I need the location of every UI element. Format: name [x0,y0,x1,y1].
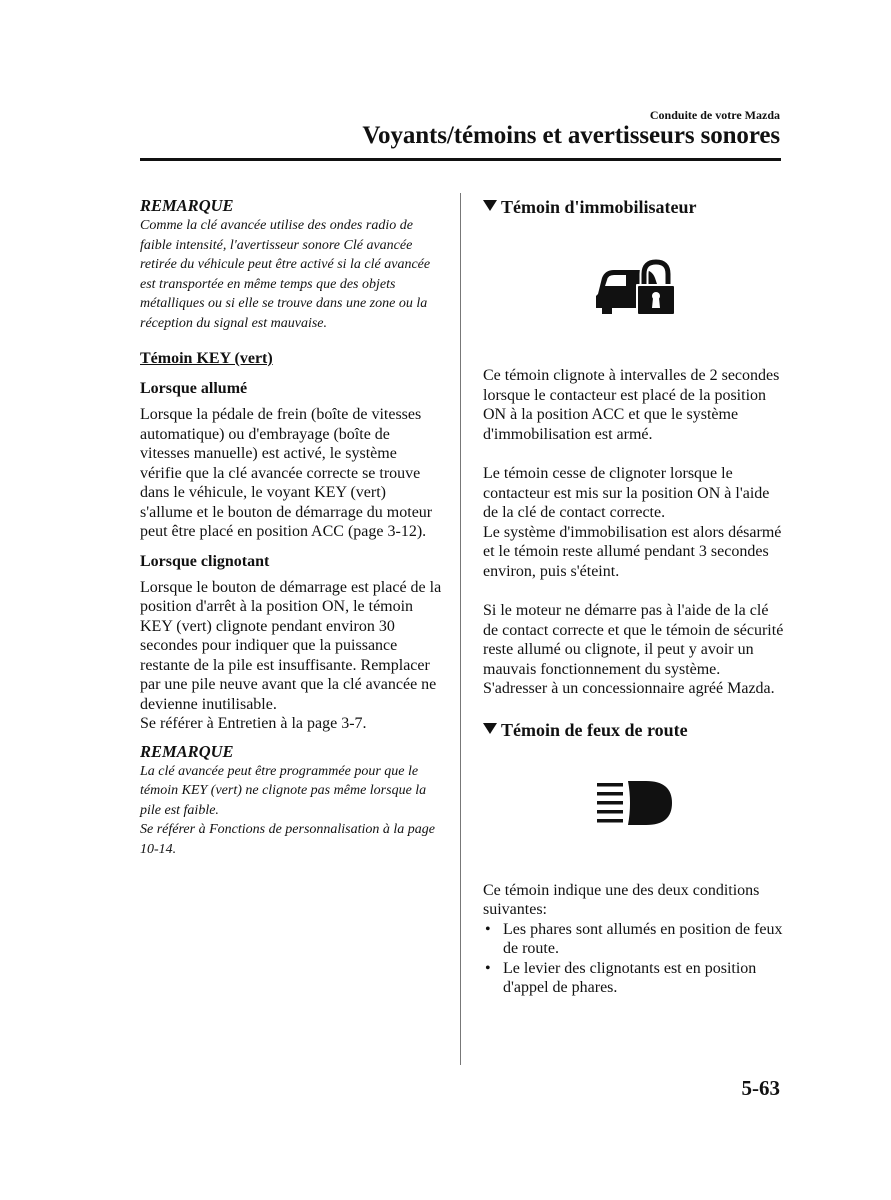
remark-title: REMARQUE [140,741,234,761]
triangle-marker-icon [483,723,497,734]
immobilizer-paragraph-3: Le système d'immobilisation est alors désarmé et le témoin reste allumé pendant 3 secondes environ, puis s'éteint. [483,523,782,580]
immobilizer-heading: Témoin d'immobilisateur [483,196,785,218]
immobilizer-paragraph-1: Ce témoin clignote à intervalles de 2 secondes lorsque le contacteur est placé de la position ON à la position ACC et que le système d'immobilisation est armé. [483,367,780,443]
remark-text: Se référer à Fonctions de personnalisation à la page 10-14. [140,822,435,857]
blink-heading: Lorsque clignotant [140,552,270,570]
list-item: • Le levier des clignotants est en position d'appel de phares. [483,959,785,998]
column-divider [460,193,461,1065]
lit-heading: Lorsque allumé [140,380,248,397]
remark-text: La clé avancée peut être programmée pour que le témoin KEY (vert) ne clignote pas même lorsque la pile est faible. [140,763,427,818]
header-rule [140,158,781,161]
immobilizer-paragraph-4: Si le moteur ne démarre pas à l'aide de la clé de contact correcte et que le témoin de sécurité reste allumé ou clignote, il peut y avoir un mauvais fonctionnement du système. S'adresser à un concessionnaire agréé Mazda. [483,602,784,697]
running-header-section: Conduite de votre Mazda [649,108,780,122]
left-column [140,196,442,859]
remark-text: Comme la clé avancée utilise des ondes radio de faible intensité, l'avertisseur sonore Clé avancée retirée du véhicule peut être activé si la clé avancée est transportée en même temps que des objets métalliques ou si elle se trouve dans une zone ou la réception du signal est mauvaise. [140,218,431,331]
list-item: • Les phares sont allumés en position de feux de route. [483,920,785,959]
triangle-marker-icon [483,200,497,211]
blink-paragraph: Lorsque le bouton de démarrage est placé de la position d'arrêt à la position ON, le témoin KEY (vert) clignote pendant environ 30 secondes pour indiquer que la puissance restante de la pile est insuffisante. Remplacer par une pile neuve avant que la clé avancée ne devienne inutilisable. [140,578,442,713]
high-beam-conditions-list [483,920,785,998]
immobilizer-paragraph-2: Le témoin cesse de clignoter lorsque le contacteur est mis sur la position ON à l'aide de la clé de contact correcte. [483,465,770,521]
right-column [483,196,785,998]
high-beam-intro: Ce témoin indique une des deux conditions suivantes: [483,881,760,918]
lit-paragraph: Lorsque la pédale de frein (boîte de vitesses automatique) ou d'embrayage (boîte de vitesses manuelle) est activé, le système vérifie que la clé avancée correcte se trouve dans le véhicule, le voyant KEY (vert) s'allume et le bouton de démarrage du moteur peut être placé en position ACC (page 3-12). [140,406,433,540]
immobilizer-icon [483,258,785,332]
page-number: 5-63 [741,1076,780,1100]
key-indicator-heading: Témoin KEY (vert) [140,350,273,367]
high-beam-heading: Témoin de feux de route [483,719,785,741]
blink-reference: Se référer à Entretien à la page 3-7. [140,715,367,732]
remark-title: REMARQUE [140,196,234,215]
high-beam-icon [483,777,785,837]
running-header-title: Voyants/témoins et avertisseurs sonores [362,122,780,149]
